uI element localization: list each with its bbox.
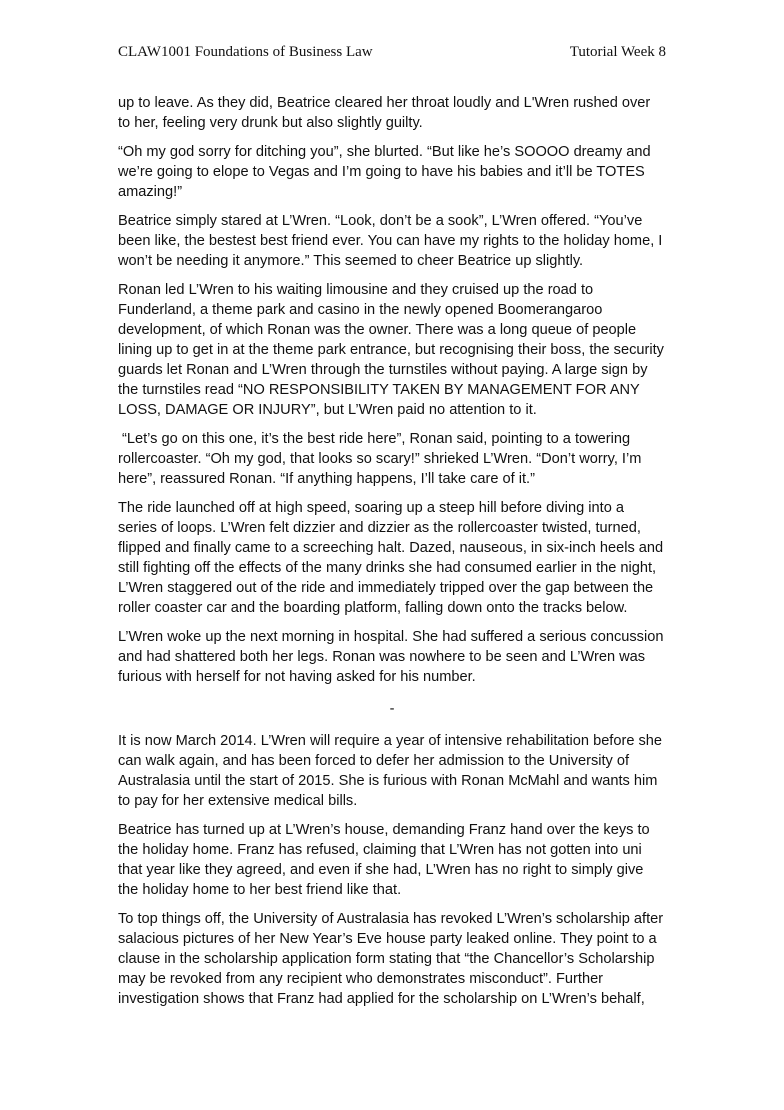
paragraph: Beatrice simply stared at L’Wren. “Look, don’t be a sook”, L’Wren offered. “You’ve been like, the bestest best friend ever. You can have my rights to the holiday home, I won’t be needing it anymore.” This seemed to cheer Beatrice up slightly. bbox=[118, 213, 663, 269]
paragraph: Ronan led L’Wren to his waiting limousine and they cruised up the road to Funderland, a theme park and casino in the newly opened Boomerangaroo development, of which Ronan was the owner. There was a long queue of people lining up to get in at the theme park entrance, but recognising their boss, the security guards let Ronan and L’Wren through the turnstiles without paying. A large sign by the turnstiles read “NO RESPONSIBILITY TAKEN BY MANAGEMENT FOR ANY LOSS, DAMAGE OR INJURY”, but L’Wren paid no attention to it. bbox=[118, 282, 664, 418]
paragraph: To top things off, the University of Australasia has revoked L’Wren’s scholarship after salacious pictures of her New Year’s Eve house party leaked online. They point to a clause in the scholarship application form stating that “the Chancellor’s Scholarship may be revoked from any recipient who demonstrates misconduct”. Further investigation shows that Franz had applied for the scholarship on L’Wren’s behalf, bbox=[118, 911, 664, 1007]
paragraph: The ride launched off at high speed, soaring up a steep hill before diving into a series of loops. L’Wren felt dizzier and dizzier as the rollercoaster twisted, turned, flipped and finally came to a screeching halt. Dazed, nauseous, in six-inch heels and still fighting off the effects of the many drinks she had consumed earlier in the night, L’Wren staggered out of the ride and immediately tripped over the gap between the roller coaster car and the boarding platform, falling down onto the tracks below. bbox=[118, 500, 664, 616]
tutorial-week: Tutorial Week 8 bbox=[569, 44, 666, 60]
paragraph: L’Wren woke up the next morning in hospital. She had suffered a serious concussion and had shattered both her legs. Ronan was nowhere to be seen and L’Wren was furious with herself for not having asked for his number. bbox=[118, 629, 664, 685]
section-separator: - bbox=[389, 701, 395, 717]
paragraph: up to leave. As they did, Beatrice cleared her throat loudly and L'Wren rushed over to her, feeling very drunk but also slightly guilty. bbox=[118, 95, 651, 131]
document-body bbox=[118, 93, 666, 1018]
course-title: CLAW1001 Foundations of Business Law bbox=[118, 44, 373, 60]
paragraph: “Oh my god sorry for ditching you”, she blurted. “But like he’s SOOOO dreamy and we’re going to elope to Vegas and I’m going to have his babies and it’ll be TOTES amazing!” bbox=[118, 144, 651, 200]
paragraph: It is now March 2014. L’Wren will require a year of intensive rehabilitation before she can walk again, and has been forced to defer her admission to the University of Australasia until the start of 2015. She is furious with Ronan McMahl and wants him to pay for her extensive medical bills. bbox=[118, 733, 663, 809]
page-header bbox=[118, 44, 666, 68]
paragraph: Beatrice has turned up at L’Wren’s house, demanding Franz hand over the keys to the holiday home. Franz has refused, claiming that L’Wren has not gotten into uni that year like they agreed, and even if she had, L’Wren has no right to simply give the holiday home to her best friend like that. bbox=[118, 822, 650, 898]
paragraph: “Let’s go on this one, it’s the best ride here”, Ronan said, pointing to a towering rollercoaster. “Oh my god, that looks so scary!” shrieked L’Wren. “Don’t worry, I’m here”, reassured Ronan. “If anything happens, I’ll take care of it.” bbox=[118, 431, 642, 487]
